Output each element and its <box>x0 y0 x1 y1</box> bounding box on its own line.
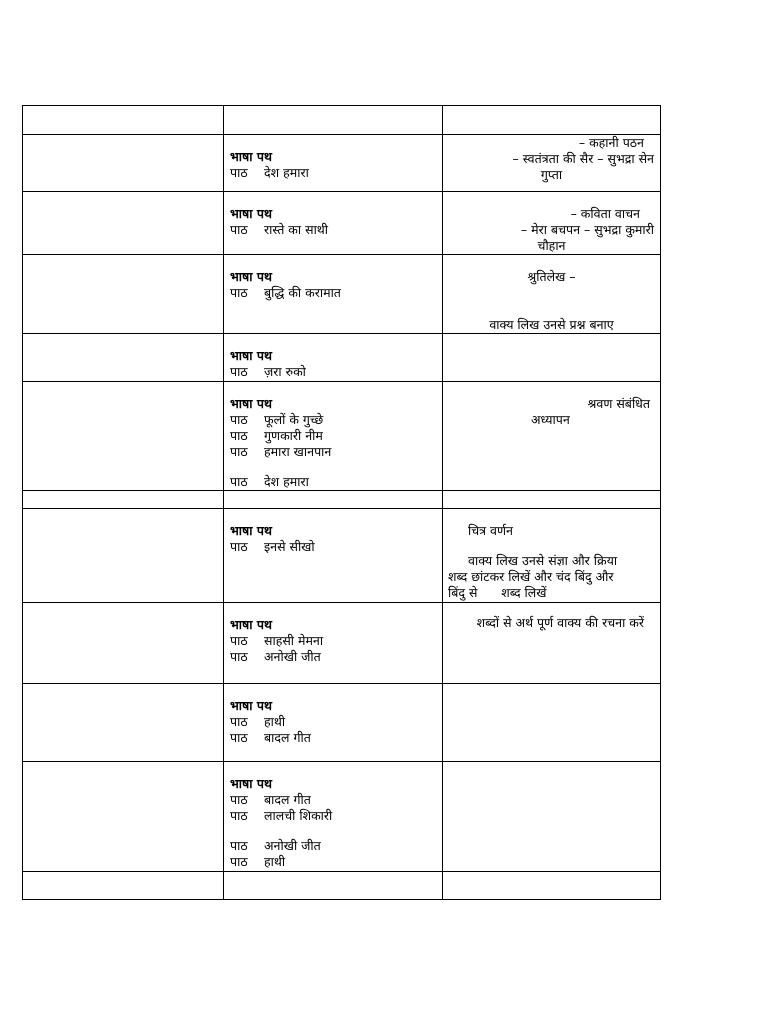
lesson-line: पाठ रास्ते का साथी <box>230 222 329 237</box>
activity-line: वाक्य लिख उनसे प्रश्न बनाए <box>489 317 614 332</box>
lesson-cell <box>224 334 443 382</box>
book-heading: भाषा पथ <box>230 206 272 221</box>
table-cell <box>23 106 224 135</box>
lesson-line: पाठ हाथी <box>230 854 286 869</box>
table-row <box>23 334 661 382</box>
activity-line: – कविता वाचन <box>570 206 640 221</box>
table-row <box>23 106 661 135</box>
table-cell <box>23 192 224 255</box>
table-cell <box>23 684 224 762</box>
activity-line: श्रवण संबंधित <box>587 396 650 411</box>
table-row <box>23 192 661 255</box>
lesson-cell <box>224 255 443 334</box>
table-cell <box>443 106 661 135</box>
table-cell <box>443 762 661 872</box>
lesson-cell <box>224 509 443 603</box>
lesson-cell <box>224 135 443 192</box>
activity-cell <box>443 509 661 603</box>
table-row <box>23 872 661 900</box>
book-heading: भाषा पथ <box>230 617 272 632</box>
book-heading: भाषा पथ <box>230 698 272 713</box>
lesson-line: पाठ बादल गीत <box>230 730 311 745</box>
book-heading: भाषा पथ <box>230 523 272 538</box>
table-cell <box>23 255 224 334</box>
table-cell <box>443 491 661 509</box>
lesson-line: पाठ लालची शिकारी <box>230 808 333 823</box>
activity-line: चौहान <box>537 238 566 253</box>
lesson-cell <box>224 382 443 491</box>
lesson-line: पाठ इनसे सीखो <box>230 539 315 554</box>
table-row <box>23 382 661 491</box>
lesson-line: पाठ अनोखी जीत <box>230 838 321 853</box>
book-heading: भाषा पथ <box>230 149 272 164</box>
lesson-line: पाठ देश हमारा <box>230 474 309 489</box>
book-heading: भाषा पथ <box>230 269 272 284</box>
table-row <box>23 762 661 872</box>
table-row <box>23 491 661 509</box>
lesson-cell <box>224 684 443 762</box>
table-cell <box>23 135 224 192</box>
activity-cell <box>443 192 661 255</box>
table-cell <box>23 872 224 900</box>
activity-line: – मेरा बचपन – सुभद्रा कुमारी <box>520 222 654 237</box>
lesson-line: पाठ हाथी <box>230 714 286 729</box>
lesson-cell <box>224 603 443 684</box>
activity-line: – कहानी पठन <box>578 135 644 150</box>
activity-line: शब्द छांटकर लिखें और चंद बिंदु और <box>448 569 614 584</box>
table-row <box>23 135 661 192</box>
lesson-line: पाठ देश हमारा <box>230 165 309 180</box>
table-cell <box>23 491 224 509</box>
table-cell <box>224 491 443 509</box>
table-cell <box>23 762 224 872</box>
table-cell <box>443 872 661 900</box>
activity-cell <box>443 382 661 491</box>
activity-line: गुप्ता <box>540 167 563 182</box>
lesson-line: पाठ बादल गीत <box>230 792 311 807</box>
lesson-cell <box>224 192 443 255</box>
table-cell <box>443 684 661 762</box>
table-row <box>23 603 661 684</box>
book-heading: भाषा पथ <box>230 396 272 411</box>
table-row <box>23 255 661 334</box>
activity-cell <box>443 135 661 192</box>
curriculum-table <box>22 105 661 900</box>
activity-line: श्रुतिलेख – <box>527 269 576 284</box>
lesson-cell <box>224 762 443 872</box>
table-row <box>23 684 661 762</box>
table-cell <box>23 382 224 491</box>
lesson-line: पाठ अनोखी जीत <box>230 649 321 664</box>
lesson-line: पाठ बुद्धि की करामात <box>230 285 341 300</box>
table-cell <box>224 106 443 135</box>
activity-line: वाक्य लिख उनसे संज्ञा और क्रिया <box>468 553 618 568</box>
activity-cell <box>443 603 661 684</box>
table-cell <box>23 509 224 603</box>
activity-line: चित्र वर्णन <box>468 523 513 538</box>
book-heading: भाषा पथ <box>230 348 272 363</box>
book-heading: भाषा पथ <box>230 776 272 791</box>
activity-cell <box>443 255 661 334</box>
activity-line: अध्यापन <box>531 412 570 427</box>
table-row <box>23 509 661 603</box>
table-cell <box>224 872 443 900</box>
activity-line: शब्दों से अर्थ पूर्ण वाक्य की रचना करें <box>476 615 644 630</box>
activity-line: बिंदु से शब्द लिखें <box>448 585 547 600</box>
activity-line: – स्वतंत्रता की सैर – सुभद्रा सेन <box>512 151 654 166</box>
lesson-line: पाठ ज़रा रुको <box>230 364 306 379</box>
lesson-line: पाठ फूलों के गुच्छे <box>230 412 324 427</box>
lesson-line: पाठ साहसी मेमना <box>230 633 324 648</box>
table-cell <box>23 334 224 382</box>
lesson-line: पाठ हमारा खानपान <box>230 444 332 459</box>
lesson-line: पाठ गुणकारी नीम <box>230 428 323 443</box>
table-cell <box>443 334 661 382</box>
table-cell <box>23 603 224 684</box>
